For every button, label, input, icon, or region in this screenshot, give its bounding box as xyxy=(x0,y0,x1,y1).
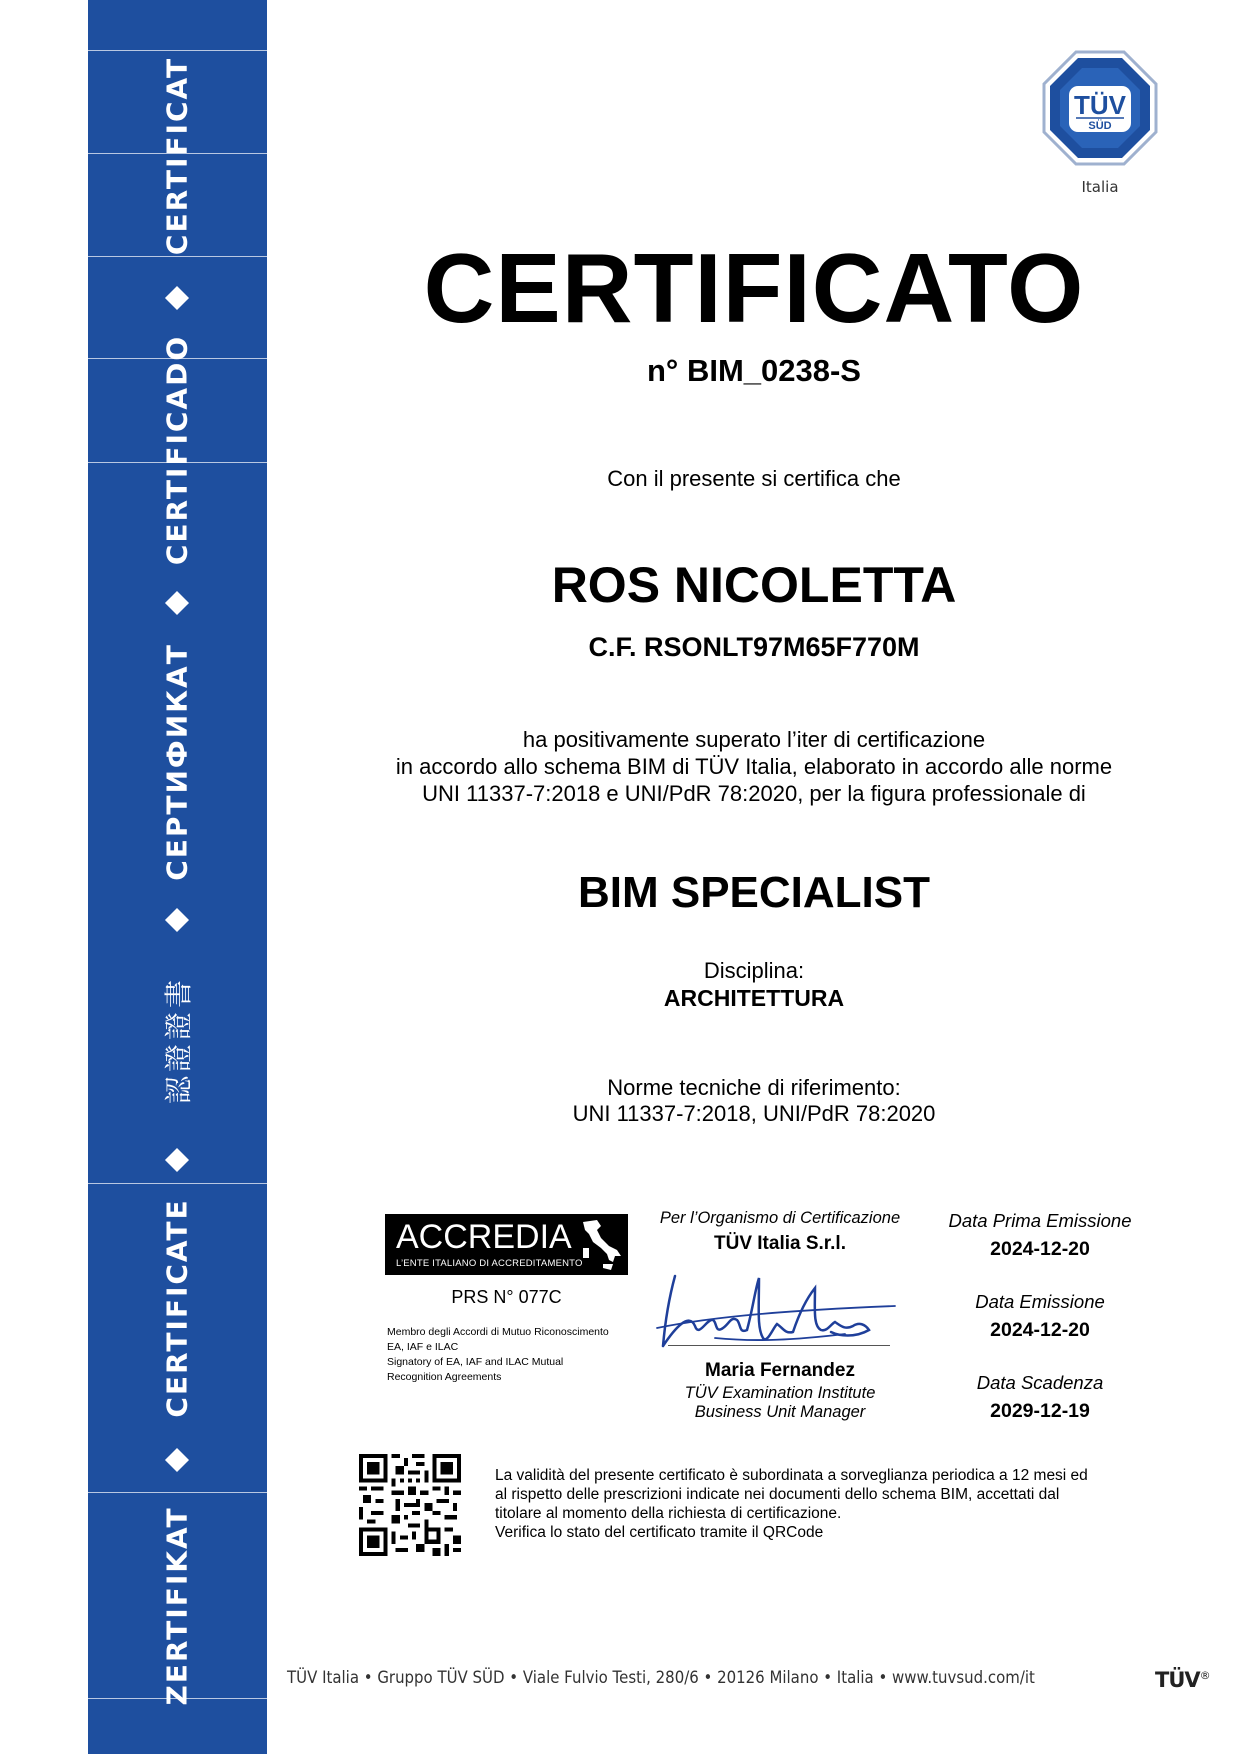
tuv-sud-logo xyxy=(1040,48,1160,168)
accredia-logo xyxy=(385,1214,628,1275)
diamond-icon xyxy=(165,591,189,615)
mla-line: Recognition Agreements xyxy=(387,1371,502,1383)
qr-code[interactable] xyxy=(359,1454,461,1556)
professional-profile: BIM SPECIALIST xyxy=(577,868,931,917)
issue-date: 2024-12-20 xyxy=(990,1319,1090,1341)
intro-text: Con il presente si certifica che xyxy=(607,466,901,491)
sidebar-divider xyxy=(88,1183,267,1184)
discipline-label: Disciplina: xyxy=(703,958,805,983)
diamond-icon xyxy=(165,1148,189,1172)
discipline-value: ARCHITETTURA xyxy=(663,985,845,1011)
expiry-label: Data Scadenza xyxy=(976,1372,1104,1393)
mla-line: Membro degli Accordi di Mutuo Riconoscimento xyxy=(387,1326,609,1338)
logo-text-top: TÜV xyxy=(1074,90,1126,120)
statement-line: ha positivamente superato l’iter di certificazione xyxy=(522,727,986,752)
signatory-name: Maria Fernandez xyxy=(705,1360,855,1381)
sidebar-divider xyxy=(88,1492,267,1493)
holder-tax-code: C.F. RSONLT97M65F770M xyxy=(588,632,920,662)
sidebar-divider xyxy=(88,50,267,51)
validity-line: Verifica lo stato del certificato tramite il QRCode xyxy=(495,1524,824,1541)
validity-line: al rispetto delle prescrizioni indicate nei documenti dello schema BIM, accettati dal xyxy=(495,1486,1060,1503)
statement-line: in accordo allo schema BIM di TÜV Italia, elaborato in accordo alle norme xyxy=(395,754,1113,779)
sidebar-word-chinese: 認證證書 xyxy=(162,975,195,1105)
diamond-icon xyxy=(165,1448,189,1472)
sidebar-word-certificat: CERTIFICAT xyxy=(160,56,194,256)
signature-line xyxy=(668,1345,890,1346)
issue-label: Data Emissione xyxy=(975,1291,1105,1312)
signatory-role-line: TÜV Examination Institute xyxy=(684,1384,876,1402)
sidebar-word-zertifikat: ZERTIFIKAT xyxy=(160,1506,194,1706)
logo-country: Italia xyxy=(1081,178,1119,196)
sidebar-word-sertifikat: СЕРТИФИКАТ xyxy=(160,643,194,881)
diamond-icon xyxy=(165,286,189,310)
accreditation-number: PRS N° 077C xyxy=(451,1287,562,1307)
validity-note xyxy=(495,1466,1155,1542)
document-title: CERTIFICATO xyxy=(423,233,1085,343)
statement-line: UNI 11337-7:2018 e UNI/PdR 78:2020, per la figura professionale di xyxy=(422,781,1086,806)
validity-line: La validità del presente certificato è subordinata a sorveglianza periodica a 12 mesi ed xyxy=(495,1467,1088,1484)
footer-address: TÜV Italia • Gruppo TÜV SÜD • Viale Fulvio Testi, 280/6 • 20126 Milano • Italia • www.tuvsud.com/it xyxy=(287,1668,1035,1688)
italy-map-icon xyxy=(577,1218,623,1272)
sidebar-divider xyxy=(88,256,267,257)
signatory-organization: TÜV Italia S.r.l. xyxy=(714,1233,846,1254)
mla-statement xyxy=(387,1325,637,1385)
mla-line: Signatory of EA, IAF and ILAC Mutual xyxy=(387,1356,564,1368)
accredia-name: ACCREDIA xyxy=(396,1218,572,1256)
accredia-subtitle: L’ENTE ITALIANO DI ACCREDITAMENTO xyxy=(396,1258,583,1269)
first-issue-label: Data Prima Emissione xyxy=(948,1210,1132,1231)
diamond-icon xyxy=(165,908,189,932)
norms-value: UNI 11337-7:2018, UNI/PdR 78:2020 xyxy=(572,1101,936,1126)
holder-name: ROS NICOLETTA xyxy=(551,557,957,613)
logo-text-bottom: SÜD xyxy=(1088,120,1112,132)
registered-mark: ® xyxy=(1199,1669,1210,1682)
validity-line: titolare al momento della richiesta di certificazione. xyxy=(495,1505,842,1522)
footer-mark-text: TÜV xyxy=(1155,1668,1200,1692)
sidebar-word-certificate: CERTIFICATE xyxy=(160,1198,194,1418)
sidebar-word-certificado: CERTIFICADO xyxy=(160,334,194,566)
signatory-for-label: Per l’Organismo di Certificazione xyxy=(659,1209,901,1227)
certificate-number: n° BIM_0238-S xyxy=(647,353,861,388)
first-issue-date: 2024-12-20 xyxy=(990,1238,1090,1260)
sidebar-band xyxy=(88,0,267,1754)
norms-label: Norme tecniche di riferimento: xyxy=(607,1075,901,1100)
footer-tuv-mark xyxy=(1155,1668,1210,1692)
signatory-role-line: Business Unit Manager xyxy=(694,1403,866,1421)
certification-statement xyxy=(268,726,1240,807)
expiry-date: 2029-12-19 xyxy=(990,1400,1090,1422)
mla-line: EA, IAF e ILAC xyxy=(387,1341,459,1353)
